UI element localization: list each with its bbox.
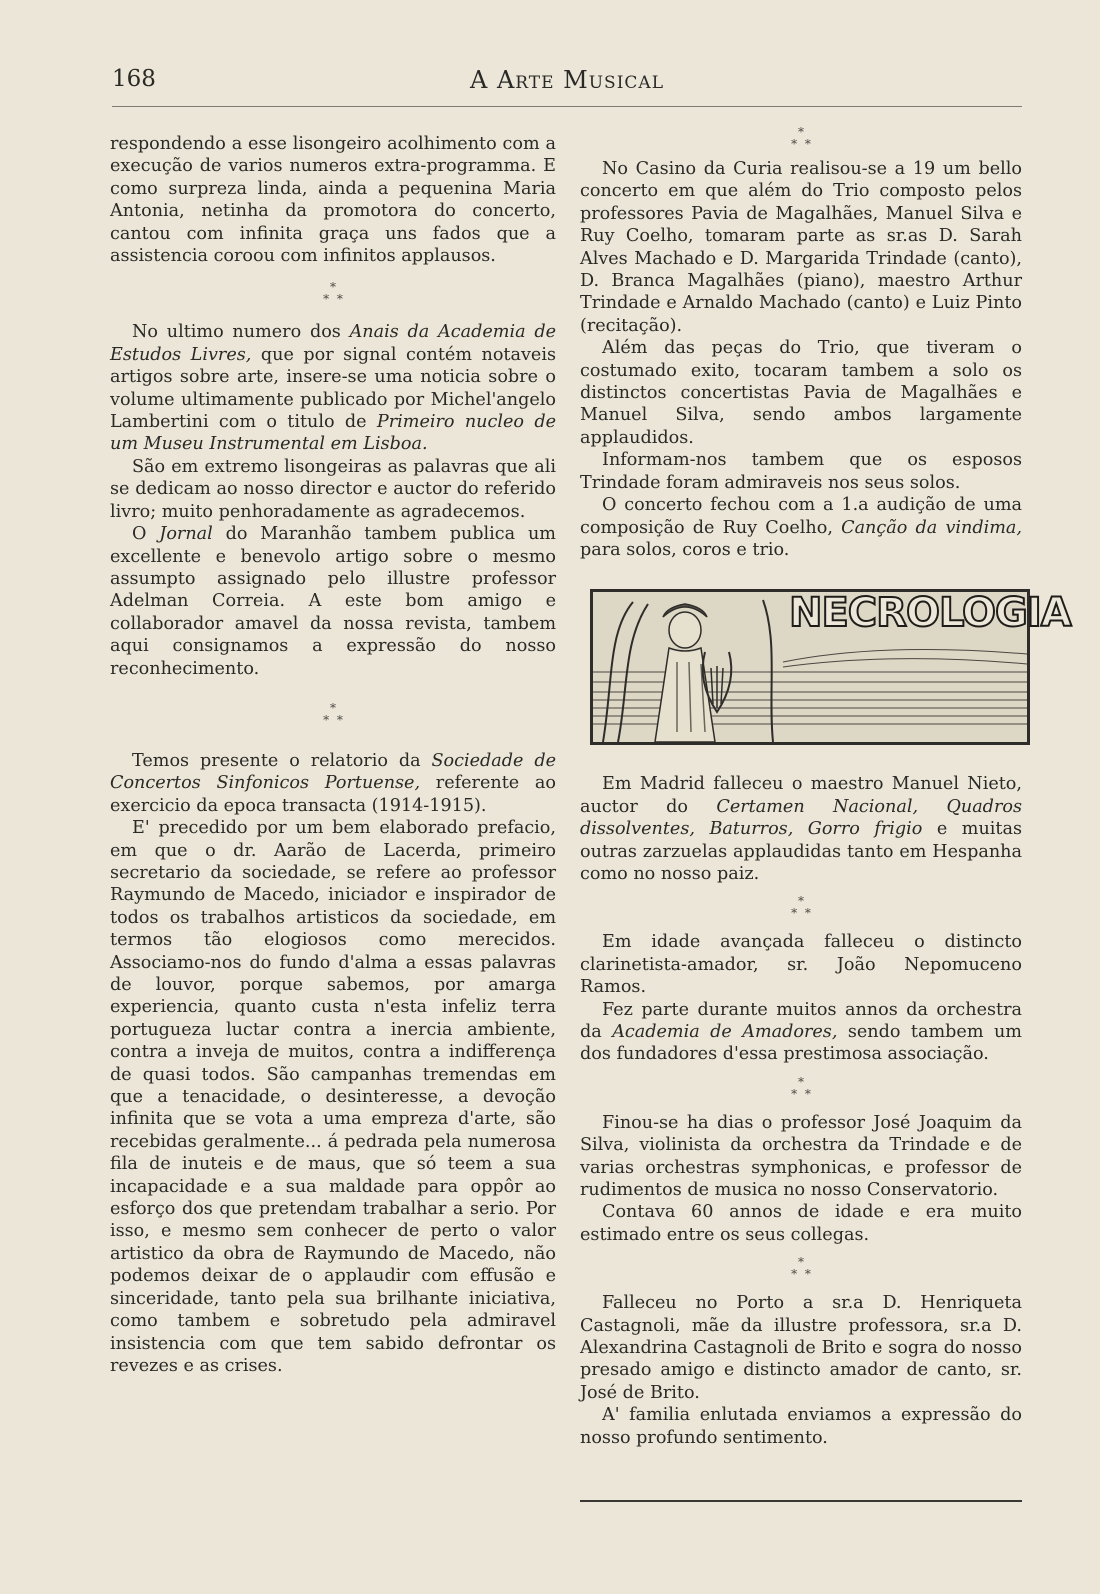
paragraph: Fez parte durante muitos annos da orchestra da Academia de Amadores, sendo tambem um dos fundadores d'essa prestimosa associação. — [580, 999, 1022, 1065]
paragraph: São em extremo lisongeiras as palavras que ali se dedicam ao nosso director e auctor do referido livro; muito penhoradamente as agradecemos. — [110, 456, 556, 522]
paragraph: E' precedido por um bem elaborado prefacio, em que o dr. Aarão de Lacerda, primeiro secretario da sociedade, se refere ao professor Raymundo de Macedo, iniciador e inspirador de todos os trabalhos artisticos da sociedade, em termos tão elogiosos como merecidos. Associamo-nos do fundo d'alma a essas palavras de louvor, porque sabemos, por amarga experiencia, quanto custa n'esta infeliz terra portugueza luctar contra a inercia ambiente, contra a inveja de muitos, contra a indifferença de quasi todos. São campanhas tremendas em que a tenacidade, o desinteresse, a devoção infinita que se vota a uma empreza d'arte, são recebidas geralmente... á pedrada pela numerosa fila de inuteis e de maus, que só teem a sua incapacidade e a sua maldade para oppôr ao esforço dos que pretendam trabalhar a serio. Por isso, e mesmo sem conhecer de perto o valor artistico da obra de Raymundo de Macedo, não podemos deixar de o applaudir com effusão e sinceridade, tanto pela sua brilhante iniciativa, como tambem e sobretudo pela admiravel insistencia com que tem sabido defrontar os revezes e as crises. — [110, 818, 556, 1376]
paragraph: No Casino da Curia realisou-se a 19 um bello concerto em que além do Trio composto pelos professores Pavia de Magalhães, Manuel Silva e Ruy Coelho, tomaram parte as sr.as D. Sarah Alves Machado e D. Margarida Trindade (canto), D. Branca Magalhães (piano), maestro Arthur Trindade e Arnaldo Machado (canto) e Luiz Pinto (recitação). — [580, 159, 1022, 336]
journal-title: A Arte Musical — [469, 66, 664, 94]
banner-title: NECROLOGIA — [789, 590, 1071, 637]
paragraph: Além das peças do Trio, que tiveram o costumado exito, tocaram tambem a solo os distinctos concertistas Pavia de Magalhães e Manuel Silva, sendo ambos largamente applaudidos. — [580, 338, 1022, 448]
paragraph: Em Madrid falleceu o maestro Manuel Nieto, auctor do Certamen Nacional, Quadros dissolventes, Baturros, Gorro frigio e muitas outras zarzuelas applaudidas tanto em Hespanha como no nosso paiz. — [580, 774, 1022, 884]
page-header — [112, 66, 1022, 107]
paragraph: Informam-nos tambem que os esposos Trindade foram admiraveis nos seus solos. — [580, 450, 1022, 493]
page-number: 168 — [112, 66, 156, 92]
paragraph: Contava 60 annos de idade e era muito estimado entre os seus collegas. — [580, 1202, 1022, 1245]
asterism-separator: * * * — [791, 894, 811, 921]
paragraph: Finou-se ha dias o professor José Joaquim da Silva, violinista da orchestra da Trindade e de varias orchestras symphonicas, e professor de rudimentos de musica no nosso Conservatorio. — [580, 1112, 1022, 1200]
right-column — [580, 125, 1071, 1449]
paragraph: O Jornal do Maranhão tambem publica um excellente e benevolo artigo sobre o mesmo assumpto assignado pelo illustre professor Adelman Correia. A este bom amigo e collaborador amavel da nossa revista, tambem aqui consignamos a expressão do nosso reconhecimento. — [110, 524, 556, 679]
left-column — [110, 133, 556, 1377]
paragraph: A' familia enlutada enviamos a expressão do nosso profundo sentimento. — [580, 1405, 1022, 1448]
closing-rule — [580, 1500, 1022, 1502]
paragraph: No ultimo numero dos Anais da Academia de Estudos Livres, que por signal contém notaveis artigos sobre arte, insere-se uma noticia sobre o volume ultimamente publicado por Michel'angelo Lambertini com o titulo de Primeiro nucleo de um Museu Instrumental em Lisboa. — [110, 322, 557, 455]
asterism-separator: * * * — [791, 1074, 811, 1101]
asterism-separator: * * * — [791, 1255, 811, 1282]
paragraph: Temos presente o relatorio da Sociedade de Concertos Sinfonicos Portuense, referente ao exercicio da epoca transacta (1914-1915). — [110, 750, 556, 816]
asterism-separator: * * * — [323, 700, 343, 727]
paragraph: O concerto fechou com a 1.a audição de uma composição de Ruy Coelho, Canção da vindima, para solos, coros e trio. — [580, 495, 1022, 560]
necrologia-banner — [590, 589, 1071, 745]
asterism-separator: * * * — [323, 280, 343, 307]
paragraph: Em idade avançada falleceu o distincto clarinetista-amador, sr. João Nepomuceno Ramos. — [580, 932, 1022, 998]
paragraph: respondendo a esse lisongeiro acolhimento com a execução de varios numeros extra-programma. E como surpreza linda, ainda a pequenina Maria Antonia, netinha da promotora do concerto, cantou com infinita graça uns fados que a assistencia coroou com infinitos applausos. — [110, 134, 556, 267]
asterism-separator: * * * — [791, 125, 811, 151]
paragraph: Falleceu no Porto a sr.a D. Henriqueta Castagnoli, mãe da illustre professora, sr.a D. Alexandrina Castagnoli de Brito e sogra do nosso presado amigo e distincto amador de canto, sr. José de Brito. — [580, 1293, 1022, 1403]
